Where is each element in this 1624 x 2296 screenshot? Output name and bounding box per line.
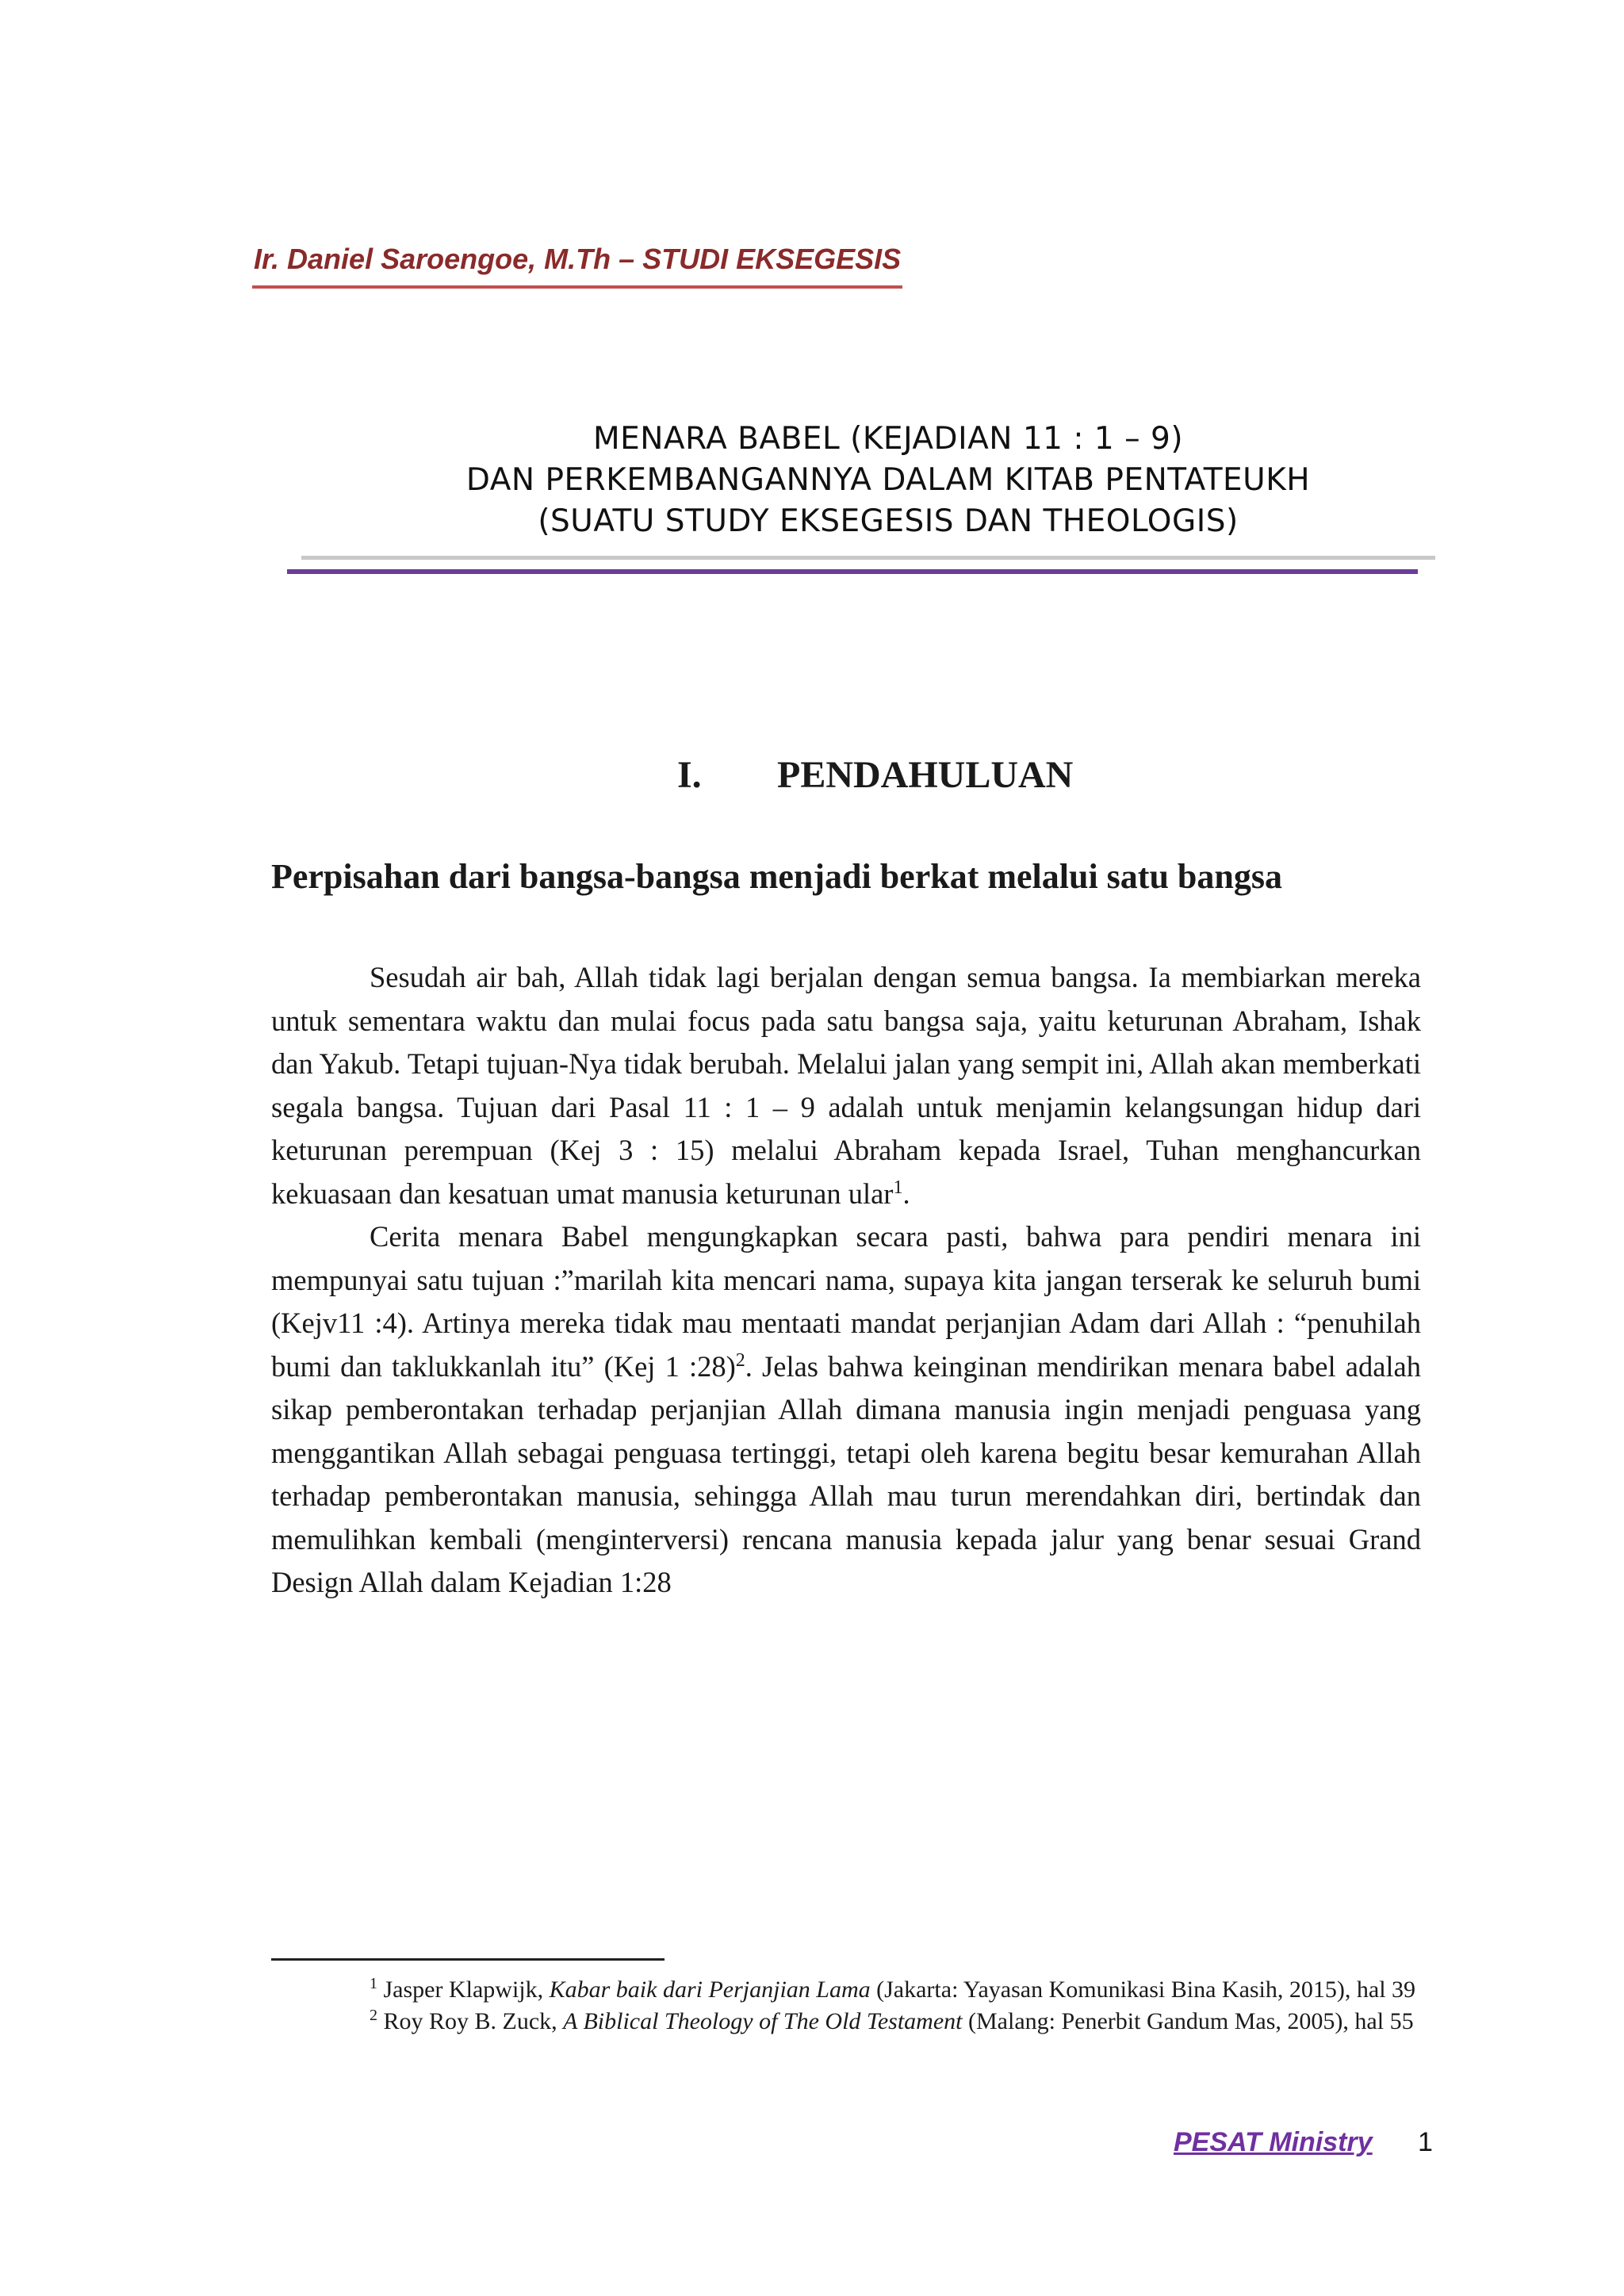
footnote-author: Roy Roy B. Zuck, <box>383 2008 557 2034</box>
running-header: Ir. Daniel Saroengoe, M.Th – STUDI EKSEGESIS <box>254 243 902 275</box>
header-rule <box>252 285 902 289</box>
page-number: 1 <box>1418 2127 1433 2157</box>
footnote-book-title: Kabar baik dari Perjanjian Lama <box>549 1976 871 2003</box>
footnote-author: Jasper Klapwijk, <box>383 1976 544 2003</box>
paragraph-2-text-a: Cerita menara Babel mengungkapkan secara pasti, bahwa para pendiri menara ini mempunyai satu tujuan :”marilah kita mencari nama, supaya kita jangan terserak ke seluruh bumi (Kejv11 :4). Artinya mereka tidak mau mentaati mandat perjanjian Adam dari Allah : “penuhilah bumi dan taklukkanlah itu” (Kej 1 :28) <box>271 1220 1421 1383</box>
footnote-book-title: A Biblical Theology of The Old Testament <box>563 2008 963 2034</box>
body-text <box>271 956 1421 1605</box>
footnote-ref-1[interactable]: 1 <box>893 1177 903 1198</box>
footnote-1 <box>271 1974 1421 2006</box>
paragraph-2-text-b: . Jelas bahwa keinginan mendirikan menara babel adalah sikap pemberontakan terhadap perjanjian Allah dimana manusia ingin menjadi penguasa yang menggantikan Allah sebagai penguasa tertinggi, tetapi oleh karena begitu besar kemurahan Allah terhadap pemberontakan manusia, sehingga Allah mau turun merendahkan diri, bertindak dan memulihkan kembali (menginterversi) rencana manusia kepada jalur yang benar sesuai Grand Design Allah dalam Kejadian 1:28 <box>271 1349 1421 1598</box>
paragraph-2 <box>271 1215 1421 1605</box>
footnote-separator <box>271 1958 665 1961</box>
title-rule-gray <box>301 556 1435 560</box>
footnote-publication: (Jakarta: Yayasan Komunikasi Bina Kasih, 2015), hal 39 <box>876 1976 1416 2003</box>
paragraph-1-end: . <box>902 1177 910 1210</box>
title-line-3: (SUATU STUDY EKSEGESIS DAN THEOLOGIS) <box>538 503 1239 539</box>
footnotes <box>271 1974 1421 2038</box>
paragraph-1 <box>271 956 1421 1215</box>
footnote-publication: (Malang: Penerbit Gandum Mas, 2005), hal 55 <box>968 2008 1414 2034</box>
subheading: Perpisahan dari bangsa-bangsa menjadi berkat melalui satu bangsa <box>271 857 1282 896</box>
section-title: PENDAHULUAN <box>777 754 1074 796</box>
footer-organization: PESAT Ministry <box>1174 2127 1373 2157</box>
document-title <box>238 419 1538 542</box>
title-line-2: DAN PERKEMBANGANNYA DALAM KITAB PENTATEUKH <box>465 462 1311 498</box>
footnote-marker: 2 <box>370 2007 377 2024</box>
footnote-marker: 1 <box>370 1975 377 1992</box>
section-number: I. <box>677 754 702 796</box>
footnote-2 <box>271 2006 1421 2038</box>
footnote-ref-2[interactable]: 2 <box>735 1349 745 1371</box>
paragraph-1-text: Sesudah air bah, Allah tidak lagi berjalan dengan semua bangsa. Ia membiarkan mereka untuk sementara waktu dan mulai focus pada satu bangsa saja, yaitu keturunan Abraham, Ishak dan Yakub. Tetapi tujuan-Nya tidak berubah. Melalui jalan yang sempit ini, Allah akan memberkati segala bangsa. Tujuan dari Pasal 11 : 1 – 9 adalah untuk menjamin kelangsungan hidup dari keturunan perempuan (Kej 3 : 15) melalui Abraham kepada Israel, Tuhan menghancurkan kekuasaan dan kesatuan umat manusia keturunan ular <box>271 961 1421 1210</box>
title-rule-purple <box>287 569 1418 574</box>
title-line-1: MENARA BABEL (KEJADIAN 11 : 1 – 9) <box>592 421 1184 457</box>
